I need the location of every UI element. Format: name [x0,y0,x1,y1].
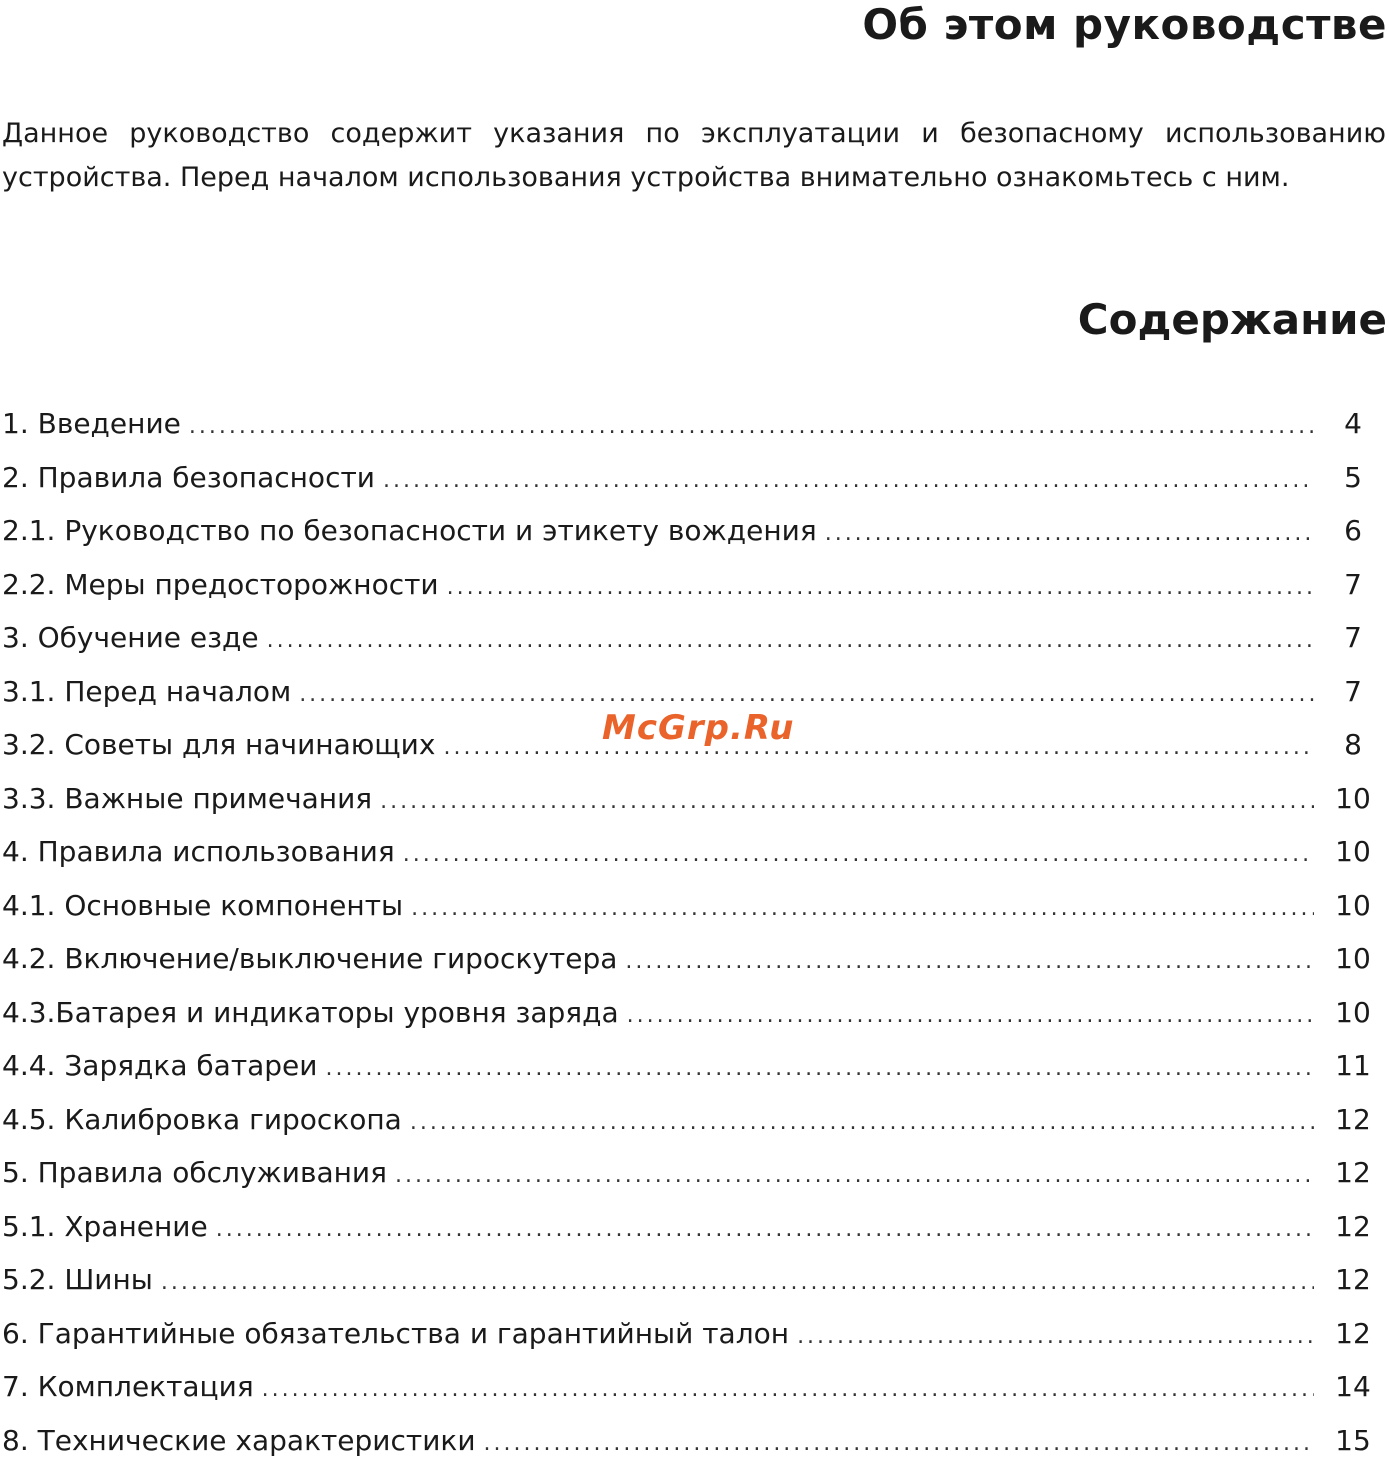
toc-entry-label: 5.2. Шины [2,1263,153,1296]
toc-dot-leader [161,1270,1314,1295]
about-text: Данное руководство содержит указания по эксплуатации и безопасному использованию устройства. Перед началом использования устройства внимательно ознакомьтесь с ним. [2,112,1386,200]
toc-dot-leader [395,1163,1314,1188]
toc-entry-page: 10 [1330,782,1376,815]
toc-entry-page: 6 [1330,514,1376,547]
toc-dot-leader [325,1056,1314,1081]
toc-entry[interactable] [0,825,1389,879]
toc-entry-label: 3.1. Перед началом [2,675,291,708]
toc-dot-leader [627,1003,1314,1028]
toc-entry-label: 1. Введение [2,407,181,440]
toc-entry-page: 14 [1330,1370,1376,1403]
toc-entry-page: 12 [1330,1210,1376,1243]
toc-entry[interactable] [0,879,1389,933]
toc-entry-page: 12 [1330,1156,1376,1189]
toc-entry[interactable] [0,1414,1389,1467]
toc-dot-leader [484,1431,1314,1456]
toc-entry-page: 10 [1330,889,1376,922]
toc-entry[interactable] [0,1093,1389,1147]
watermark-text: McGrp.Ru [602,708,794,748]
toc-entry[interactable] [0,611,1389,665]
toc-entry-page: 7 [1330,675,1376,708]
toc-entry-page: 4 [1330,407,1376,440]
toc-entry-label: 5. Правила обслуживания [2,1156,387,1189]
toc-entry-page: 15 [1330,1424,1376,1457]
toc-entry-label: 2.2. Меры предосторожности [2,568,439,601]
toc-dot-leader [797,1324,1314,1349]
toc-entry-page: 7 [1330,568,1376,601]
toc-entry[interactable] [0,986,1389,1040]
toc-entry[interactable] [0,558,1389,612]
toc-entry-page: 5 [1330,461,1376,494]
toc-dot-leader [625,949,1314,974]
toc-entry-page: 10 [1330,942,1376,975]
toc-dot-leader [825,521,1314,546]
table-of-contents [0,397,1389,1467]
toc-entry-label: 3.2. Советы для начинающих [2,728,435,761]
toc-entry-page: 10 [1330,996,1376,1029]
toc-entry[interactable] [0,1039,1389,1093]
toc-entry-label: 4.5. Калибровка гироскопа [2,1103,402,1136]
toc-dot-leader [267,628,1314,653]
toc-dot-leader [383,468,1314,493]
toc-entry[interactable] [0,397,1389,451]
toc-entry-page: 11 [1330,1049,1376,1082]
toc-dot-leader [299,682,1314,707]
toc-entry[interactable] [0,451,1389,505]
toc-dot-leader [216,1217,1314,1242]
about-title: Об этом руководстве [862,0,1387,50]
toc-entry[interactable] [0,1307,1389,1361]
toc-entry-label: 4. Правила использования [2,835,395,868]
toc-entry[interactable] [0,1360,1389,1414]
toc-entry-page: 8 [1330,728,1376,761]
toc-entry-label: 4.1. Основные компоненты [2,889,403,922]
toc-dot-leader [443,735,1314,760]
toc-dot-leader [410,1110,1314,1135]
toc-dot-leader [189,414,1314,439]
toc-entry-label: 6. Гарантийные обязательства и гарантийный талон [2,1317,789,1350]
toc-entry[interactable] [0,1253,1389,1307]
toc-entry-label: 4.4. Зарядка батареи [2,1049,317,1082]
toc-dot-leader [411,896,1314,921]
toc-entry-label: 4.3.Батарея и индикаторы уровня заряда [2,996,619,1029]
toc-entry[interactable] [0,504,1389,558]
toc-entry-page: 10 [1330,835,1376,868]
toc-entry-label: 3.3. Важные примечания [2,782,372,815]
toc-dot-leader [380,789,1314,814]
toc-entry-label: 8. Технические характеристики [2,1424,476,1457]
toc-entry-page: 12 [1330,1317,1376,1350]
toc-dot-leader [403,842,1314,867]
toc-entry[interactable] [0,1200,1389,1254]
toc-title: Содержание [1078,292,1387,348]
toc-entry-label: 3. Обучение езде [2,621,259,654]
toc-entry-page: 12 [1330,1103,1376,1136]
toc-entry-label: 7. Комплектация [2,1370,254,1403]
toc-entry-label: 5.1. Хранение [2,1210,208,1243]
toc-entry-page: 12 [1330,1263,1376,1296]
toc-entry[interactable] [0,932,1389,986]
toc-entry-label: 2. Правила безопасности [2,461,375,494]
toc-entry[interactable] [0,772,1389,826]
toc-entry-label: 2.1. Руководство по безопасности и этикету вождения [2,514,817,547]
toc-dot-leader [447,575,1314,600]
toc-entry-label: 4.2. Включение/выключение гироскутера [2,942,617,975]
toc-dot-leader [262,1377,1314,1402]
toc-entry[interactable] [0,1146,1389,1200]
toc-entry-page: 7 [1330,621,1376,654]
